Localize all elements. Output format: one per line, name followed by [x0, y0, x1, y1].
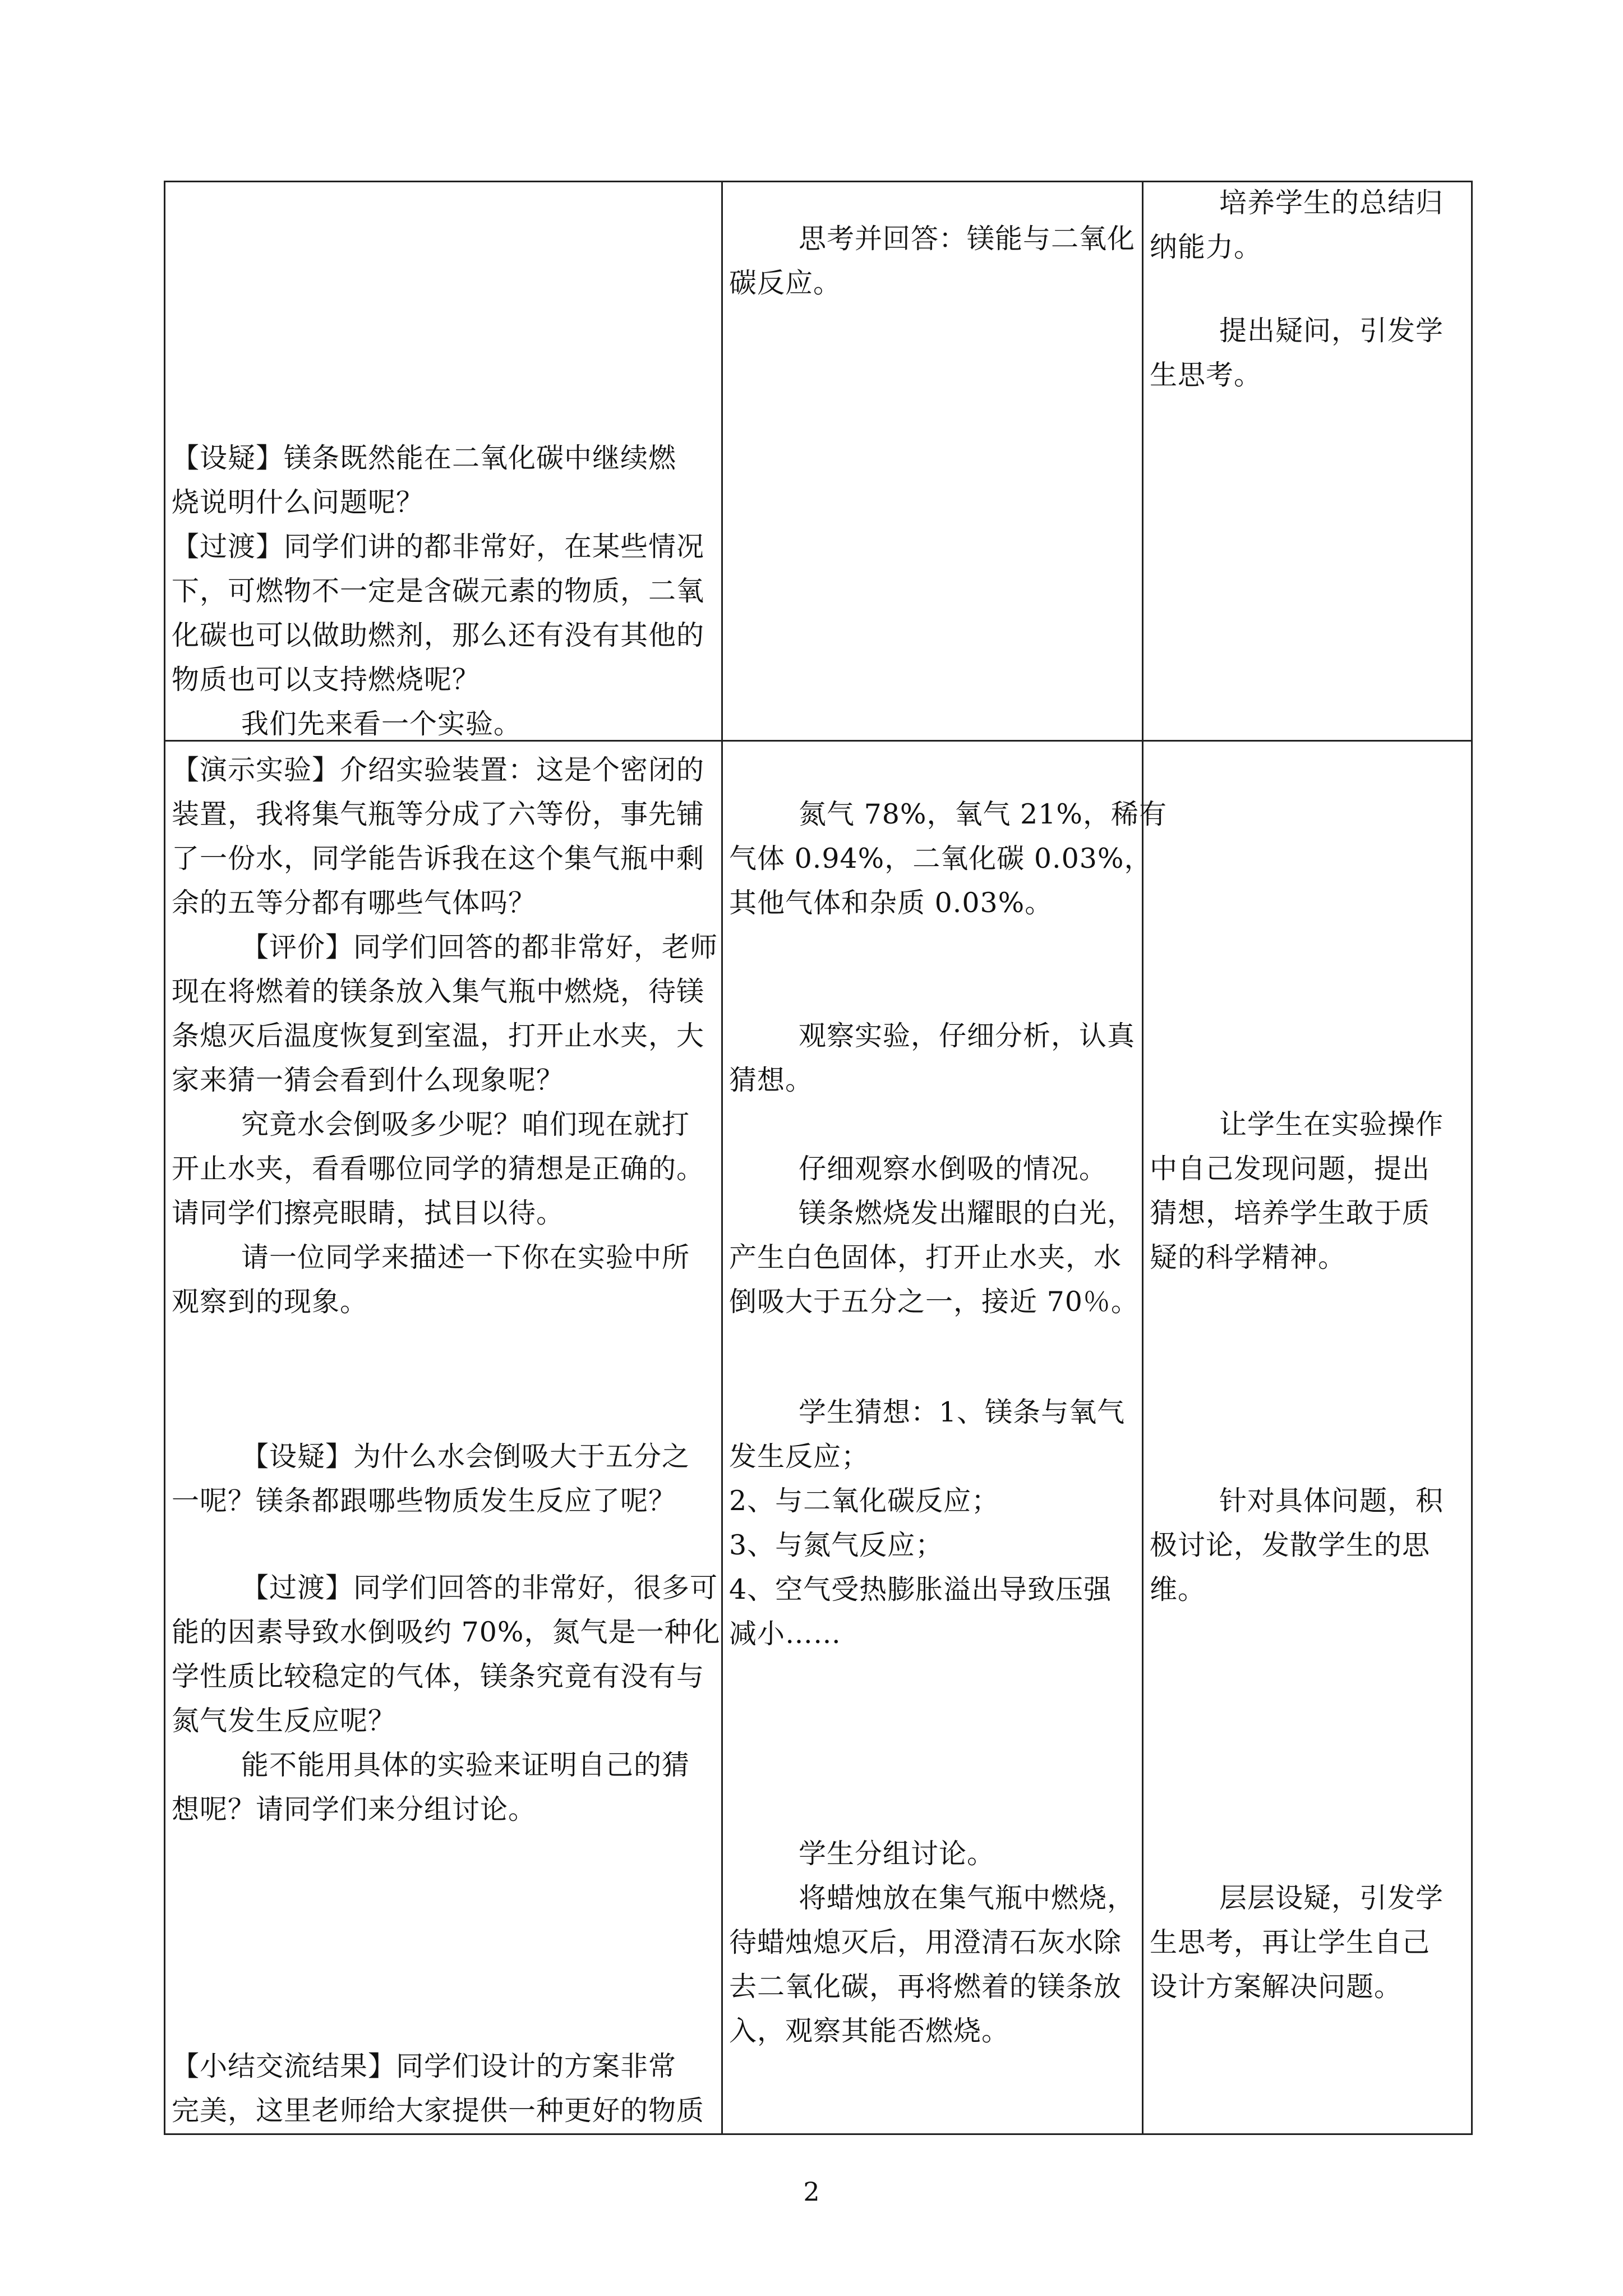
text-line: 想呢？请同学们来分组讨论。 [172, 1793, 537, 1825]
text-line: 设计方案解决问题。 [1150, 1971, 1403, 2003]
text-line: 极讨论，发散学生的思 [1150, 1529, 1431, 1561]
text-line: 学生猜想：1、镁条与氧气 [799, 1396, 1126, 1428]
text-line: 化碳也可以做助燃剂，那么还有没有其他的 [172, 619, 705, 651]
text-line: 层层设疑，引发学 [1219, 1882, 1444, 1914]
text-line: 疑的科学精神。 [1150, 1241, 1347, 1273]
text-line: 3、与氮气反应； [729, 1529, 944, 1561]
text-line: 让学生在实验操作 [1219, 1108, 1444, 1140]
text-line: 【小结交流结果】同学们设计的方案非常 [172, 2050, 677, 2082]
text-line: 4、空气受热膨胀溢出导致压强 [729, 1573, 1112, 1605]
column-divider-2 [1142, 181, 1144, 2135]
text-line: 生思考。 [1150, 359, 1262, 391]
text-line: 氮气发生反应呢？ [172, 1705, 396, 1737]
text-line: 倒吸大于五分之一，接近 70％。 [729, 1286, 1139, 1318]
text-line: 请一位同学来描述一下你在实验中所 [241, 1241, 690, 1273]
text-line: 【设疑】镁条既然能在二氧化碳中继续燃 [172, 442, 677, 474]
text-line: 针对具体问题，积 [1219, 1485, 1444, 1517]
text-line: 现在将燃着的镁条放入集气瓶中燃烧，待镁 [172, 976, 705, 1007]
table-border-bottom [164, 2133, 1473, 2135]
table-border-left [164, 181, 165, 2135]
text-line: 下，可燃物不一定是含碳元素的物质，二氧 [172, 575, 705, 607]
page-number: 2 [803, 2177, 820, 2207]
text-line: 【设疑】为什么水会倒吸大于五分之 [241, 1441, 690, 1473]
text-line: 猜想，培养学生敢于质 [1150, 1197, 1431, 1229]
text-line: 学性质比较稳定的气体，镁条究竟有没有与 [172, 1660, 705, 1692]
text-line: 能的因素导致水倒吸约 70%，氮气是一种化 [172, 1616, 721, 1648]
text-line: 【演示实验】介绍实验装置：这是个密闭的 [172, 754, 705, 786]
text-line: 完美，这里老师给大家提供一种更好的物质 [172, 2095, 705, 2127]
text-line: 思考并回答：镁能与二氧化 [799, 223, 1136, 255]
text-line: 将蜡烛放在集气瓶中燃烧， [799, 1882, 1136, 1914]
text-line: 中自己发现问题，提出 [1150, 1153, 1431, 1185]
text-line: 条熄灭后温度恢复到室温，打开止水夹，大 [172, 1020, 705, 1052]
text-line: 发生反应； [729, 1441, 870, 1473]
text-line: 镁条燃烧发出耀眼的白光， [799, 1197, 1136, 1229]
text-line: 培养学生的总结归 [1219, 187, 1444, 219]
text-line: 学生分组讨论。 [799, 1838, 995, 1870]
text-line: 观察实验，仔细分析，认真 [799, 1020, 1136, 1052]
text-line: 气体 0.94%，二氧化碳 0.03%， [729, 843, 1152, 875]
text-line: 一呢？镁条都跟哪些物质发生反应了呢？ [172, 1485, 677, 1517]
text-line: 减小…… [729, 1618, 842, 1650]
text-line: 产生白色固体，打开止水夹，水 [729, 1241, 1122, 1273]
text-line: 开止水夹，看看哪位同学的猜想是正确的。 [172, 1153, 705, 1185]
text-line: 请同学们擦亮眼睛，拭目以待。 [172, 1197, 565, 1229]
text-line: 去二氧化碳，再将燃着的镁条放 [729, 1971, 1122, 2003]
text-line: 维。 [1150, 1573, 1206, 1605]
column-divider-1 [721, 181, 723, 2135]
text-line: 氮气 78%，氧气 21%，稀有 [799, 798, 1167, 830]
text-line: 仔细观察水倒吸的情况。 [799, 1153, 1108, 1185]
text-line: 装置，我将集气瓶等分成了六等份，事先铺 [172, 798, 705, 830]
text-line: 烧说明什么问题呢？ [172, 486, 425, 518]
text-line: 碳反应。 [729, 267, 842, 299]
lesson-plan-table [164, 181, 1473, 2135]
text-line: 我们先来看一个实验。 [241, 708, 522, 740]
text-line: 观察到的现象。 [172, 1286, 368, 1318]
text-line: 纳能力。 [1150, 231, 1262, 263]
text-line: 【过渡】同学们讲的都非常好，在某些情况 [172, 531, 705, 563]
text-line: 2、与二氧化碳反应； [729, 1485, 1000, 1517]
text-line: 物质也可以支持燃烧呢？ [172, 664, 481, 696]
text-line: 家来猜一猜会看到什么现象呢？ [172, 1064, 565, 1096]
text-line: 【评价】同学们回答的都非常好，老师 [241, 931, 718, 963]
text-line: 【过渡】同学们回答的非常好，很多可 [241, 1572, 718, 1604]
text-line: 其他气体和杂质 0.03%。 [729, 887, 1053, 919]
table-border-right [1471, 181, 1473, 2135]
text-line: 提出疑问，引发学 [1219, 315, 1444, 347]
text-line: 究竟水会倒吸多少呢？咱们现在就打 [241, 1108, 690, 1140]
text-line: 猜想。 [729, 1064, 814, 1096]
text-line: 待蜡烛熄灭后，用澄清石灰水除 [729, 1926, 1122, 1958]
text-line: 生思考，再让学生自己 [1150, 1926, 1431, 1958]
text-line: 能不能用具体的实验来证明自己的猜 [241, 1749, 690, 1781]
text-line: 余的五等分都有哪些气体吗？ [172, 887, 537, 919]
text-line: 了一份水，同学能告诉我在这个集气瓶中剩 [172, 843, 705, 875]
text-line: 入，观察其能否燃烧。 [729, 2015, 1010, 2047]
